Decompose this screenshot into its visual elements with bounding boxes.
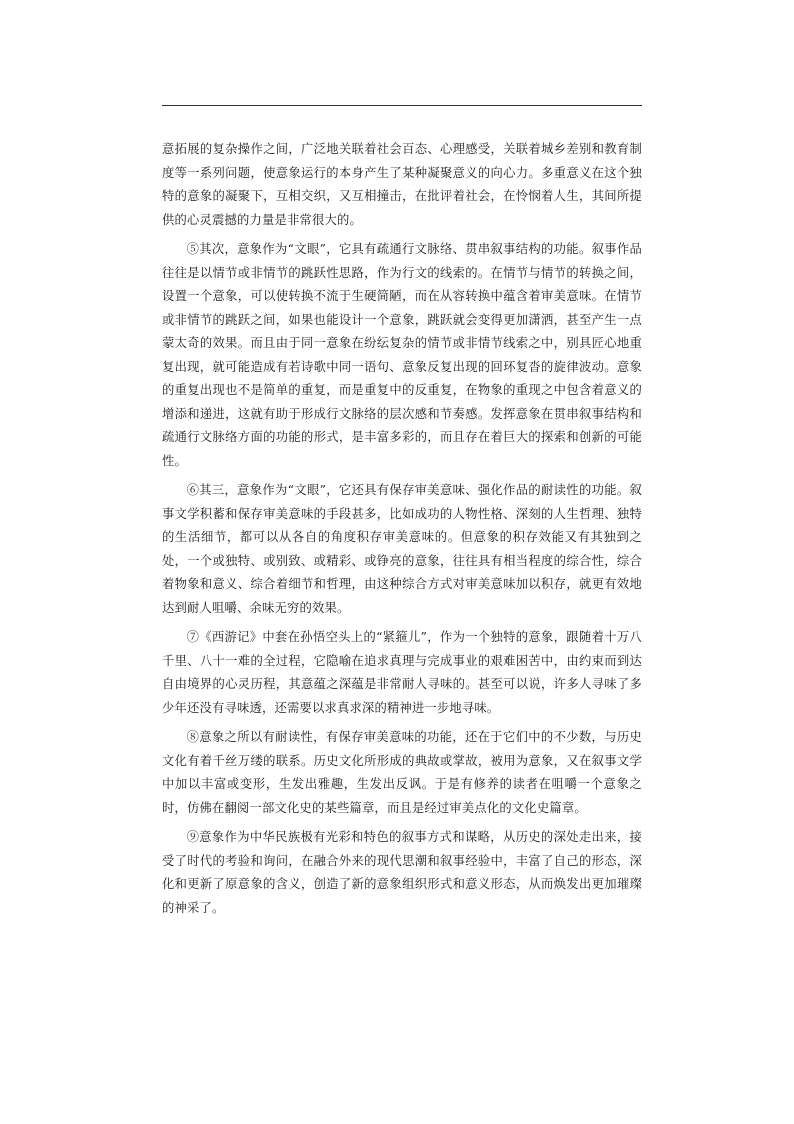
paragraph-7: ⑦《西游记》中套在孙悟空头上的“紧箍儿”，作为一个独特的意象，跟随着十万八千里、八十一难的全过程，它隐喻在追求真理与完成事业的艰难困苦中，由约束而到达自由境界的心灵历程，其意蕴之深蕴是非常耐人寻味的。甚至可以说，许多人寻味了多少年还没有寻味透，还需要以求真求深的精神进一步地寻味。 (162, 630, 642, 715)
paragraph-6: ⑥其三，意象作为“文眼”，它还具有保存审美意味、强化作品的耐读性的功能。叙事文学积蓄和保存审美意味的手段甚多，比如成功的人物性格、深刻的人生哲理、独特的生活细节，都可以从各自的角度积存审美意味的。但意象的积存效能又有其独到之处，一个或独特、或别致、或精彩、或铮亮的意象，往往具有相当程度的综合性，综合着物象和意义、综合着细节和哲理，由这种综合方式对审美意味加以积存，就更有效地达到耐人咀嚼、余味无穷的效果。 (162, 483, 642, 615)
header-rule (162, 105, 642, 106)
body-text (162, 138, 642, 926)
paragraph-9: ⑨意象作为中华民族极有光彩和特色的叙事方式和谋略，从历史的深处走出来，接受了时代的考验和询问，在融合外来的现代思潮和叙事经验中，丰富了自己的形态，深化和更新了原意象的含义，创造了新的意象组织形式和意义形态，从而焕发出更加璀璨的神采了。 (162, 830, 642, 915)
paragraph-8: ⑧意象之所以有耐读性，有保存审美意味的功能，还在于它们中的不少数，与历史文化有着千丝万缕的联系。历史文化所形成的典故或掌故，被用为意象，又在叙事文学中加以丰富或变形，生发出雅趣，生发出反讽。于是有修养的读者在咀嚼一个意象之时，仿佛在翻阅一部文化史的某些篇章，而且是经过审美点化的文化史篇章。 (162, 730, 642, 815)
paragraph-continued: 意拓展的复杂操作之间，广泛地关联着社会百态、心理感受，关联着城乡差别和教育制度等一系列问题，使意象运行的本身产生了某种凝聚意义的向心力。多重意义在这个独特的意象的凝聚下，互相交织，又互相撞击，在批评着社会，在怜悯着人生，其间所提供的心灵震撼的力量是非常很大的。 (162, 142, 642, 227)
paragraph-5: ⑤其次，意象作为“文眼”，它具有疏通行文脉络、贯串叙事结构的功能。叙事作品往往是以情节或非情节的跳跃性思路，作为行文的线索的。在情节与情节的转换之间，设置一个意象，可以使转换不流于生硬简陋，而在从容转换中蕴含着审美意味。在情节或非情节的跳跃之间，如果也能设计一个意象，跳跃就会变得更加潇洒，甚至产生一点蒙太奇的效果。而且由于同一意象在纷纭复杂的情节或非情节线索之中，别具匠心地重复出现，就可能造成有若诗歌中同一语句、意象反复出现的回环复沓的旋律波动。意象的重复出现也不是简单的重复，而是重复中的反重复，在物象的重现之中包含着意义的增添和递进，这就有助于形成行文脉络的层次感和节奏感。发挥意象在贯串叙事结构和疏通行文脉络方面的功能的形式，是丰富多彩的，而且存在着巨大的探索和创新的可能性。 (162, 242, 642, 468)
